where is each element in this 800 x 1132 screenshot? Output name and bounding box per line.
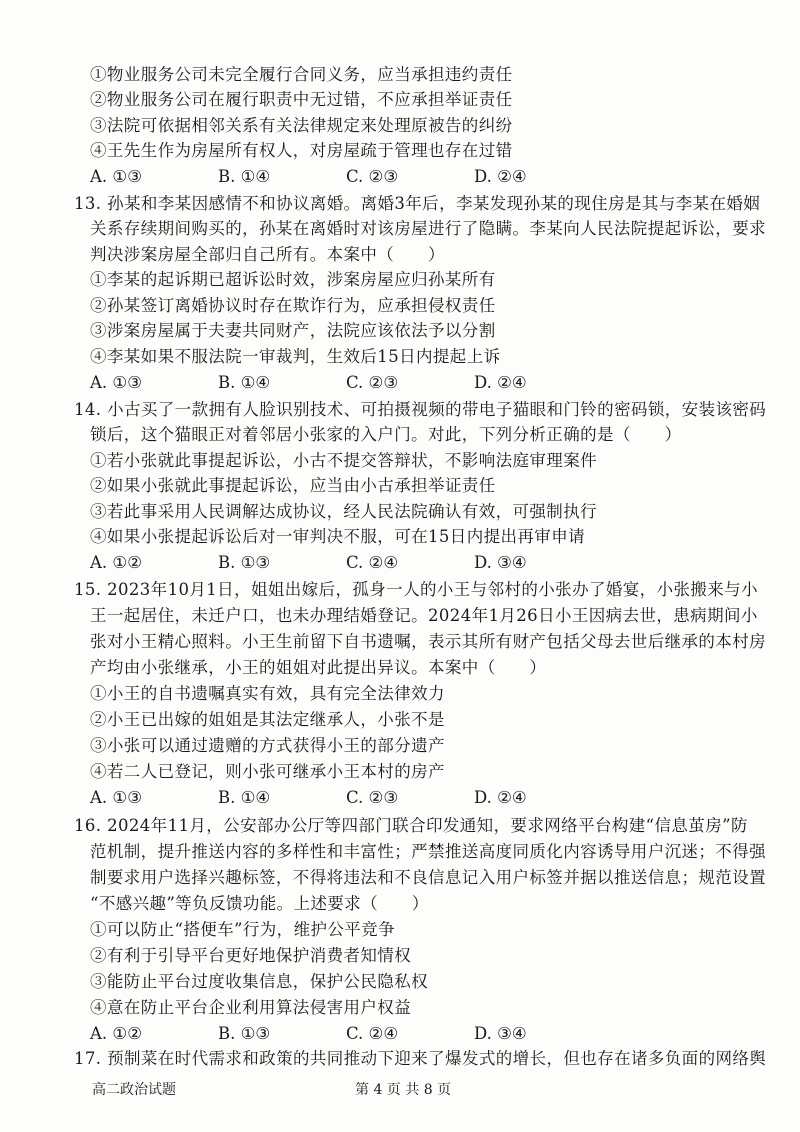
q13-item-1: ①李某的起诉期已超诉讼时效，涉案房屋应归孙某所有: [90, 270, 496, 289]
q15-stem-line-3: 张对小王精心照料。小王生前留下自书遗嘱，表示其所有财产包括父母去世后继承的本村房: [90, 632, 766, 651]
q12-option-a: A. ①③: [90, 167, 142, 186]
q16-stem-line-1: 16. 2024年11月，公安部办公厅等四部门联合印发通知，要求网络平台构建“信息茧房”防: [74, 816, 748, 835]
q13-item-2: ②孙某签订离婚协议时存在欺诈行为，应承担侵权责任: [90, 296, 496, 315]
q12-option-c: C. ②③: [346, 167, 399, 186]
q15-option-c: C. ②③: [346, 788, 399, 807]
q15-stem-line-1: 15. 2023年10月1日，姐姐出嫁后，孤身一人的小王与邻村的小张办了婚宴，小张搬来与小: [74, 580, 758, 599]
q12-option-d: D. ②④: [474, 167, 527, 186]
q17-stem-line-1: 17. 预制菜在时代需求和政策的共同推动下迎来了爆发式的增长，但也存在诸多负面的网络舆: [74, 1049, 767, 1068]
q16-item-2: ②有利于引导平台更好地保护消费者知情权: [90, 946, 412, 965]
q14-stem-line-2: 锁后，这个猫眼正对着邻居小张家的入户门。对此，下列分析正确的是（ ）: [90, 425, 682, 444]
q15-item-3: ③小张可以通过遗赠的方式获得小王的部分遗产: [90, 736, 445, 755]
q13-option-a: A. ①③: [90, 373, 142, 392]
q15-option-a: A. ①③: [90, 788, 142, 807]
q14-item-2: ②如果小张就此事提起诉讼，应当由小古承担举证责任: [90, 476, 496, 495]
q12-item-4: ④王先生作为房屋所有权人，对房屋疏于管理也存在过错: [90, 141, 513, 160]
q16-option-c: C. ②④: [346, 1024, 399, 1043]
q14-item-3: ③若此事采用人民调解达成协议，经人民法院确认有效，可强制执行: [90, 502, 597, 521]
q12-option-b: B. ①④: [218, 167, 271, 186]
q13-option-d: D. ②④: [474, 373, 527, 392]
q16-stem-line-2: 范机制，提升推送内容的多样性和丰富性；严禁推送高度同质化内容诱导用户沉迷；不得强: [90, 842, 766, 861]
q15-stem-line-2: 王一起居住，未迁户口，也未办理结婚登记。2024年1月26日小王因病去世，患病期间小: [90, 606, 758, 625]
q14-option-b: B. ①③: [218, 553, 271, 572]
q14-item-4: ④如果小张提起诉讼后对一审判决不服，可在15日内提出再审申请: [90, 527, 585, 546]
q16-option-a: A. ①②: [90, 1024, 142, 1043]
q16-option-b: B. ①③: [218, 1024, 271, 1043]
q16-item-1: ①可以防止“搭便车”行为，维护公平竞争: [90, 920, 395, 939]
q14-item-1: ①若小张就此事提起诉讼，小古不提交答辩状，不影响法庭审理案件: [90, 451, 597, 470]
q16-stem-line-3: 制要求用户选择兴趣标签，不得将违法和不良信息记入用户标签并据以推送信息；规范设置: [90, 868, 766, 887]
q12-item-3: ③法院可依据相邻关系有关法律规定来处理原被告的纠纷: [90, 116, 513, 135]
q16-item-3: ③能防止平台过度收集信息，保护公民隐私权: [90, 972, 428, 991]
q13-option-c: C. ②③: [346, 373, 399, 392]
q15-item-4: ④若二人已登记，则小张可继承小王本村的房产: [90, 762, 445, 781]
q14-option-d: D. ③④: [474, 553, 527, 572]
q14-stem-line-1: 14. 小古买了一款拥有人脸识别技术、可拍摄视频的带电子猫眼和门铃的密码锁，安装该密码: [74, 400, 767, 419]
q15-option-d: D. ②④: [474, 788, 527, 807]
q16-item-4: ④意在防止平台企业利用算法侵害用户权益: [90, 998, 412, 1017]
q15-stem-line-4: 产均由小张继承，小王的姐姐对此提出异议。本案中（ ）: [90, 658, 547, 677]
q15-item-1: ①小王的自书遗嘱真实有效，具有完全法律效力: [90, 684, 445, 703]
q14-option-c: C. ②④: [346, 553, 399, 572]
q13-stem-line-2: 关系存续期间购买的，孙某在离婚时对该房屋进行了隐瞒。李某向人民法院提起诉讼，要求: [90, 219, 766, 238]
q16-stem-line-4: “不感兴趣”等负反馈功能。上述要求（ ）: [90, 894, 429, 913]
q15-option-b: B. ①④: [218, 788, 271, 807]
q16-option-d: D. ③④: [474, 1024, 527, 1043]
q12-item-1: ①物业服务公司未完全履行合同义务，应当承担违约责任: [90, 65, 513, 84]
q13-item-3: ③涉案房屋属于夫妻共同财产，法院应该依法予以分割: [90, 321, 496, 340]
footer-exam-title: 高二政治试题: [92, 1082, 176, 1098]
footer-page-number: 第 4 页 共 8 页: [355, 1082, 452, 1098]
q13-item-4: ④李某如果不服法院一审裁判，生效后15日内提起上诉: [90, 347, 501, 366]
q14-option-a: A. ①②: [90, 553, 142, 572]
q12-item-2: ②物业服务公司在履行职责中无过错，不应承担举证责任: [90, 90, 513, 109]
q13-stem-line-3: 判决涉案房屋全部归自己所有。本案中（ ）: [90, 245, 445, 264]
q13-stem-line-1: 13. 孙某和李某因感情不和协议离婚。离婚3年后，李某发现孙某的现住房是其与李某在婚姻: [74, 194, 761, 213]
q13-option-b: B. ①④: [218, 373, 271, 392]
q15-item-2: ②小王已出嫁的姐姐是其法定继承人，小张不是: [90, 710, 445, 729]
